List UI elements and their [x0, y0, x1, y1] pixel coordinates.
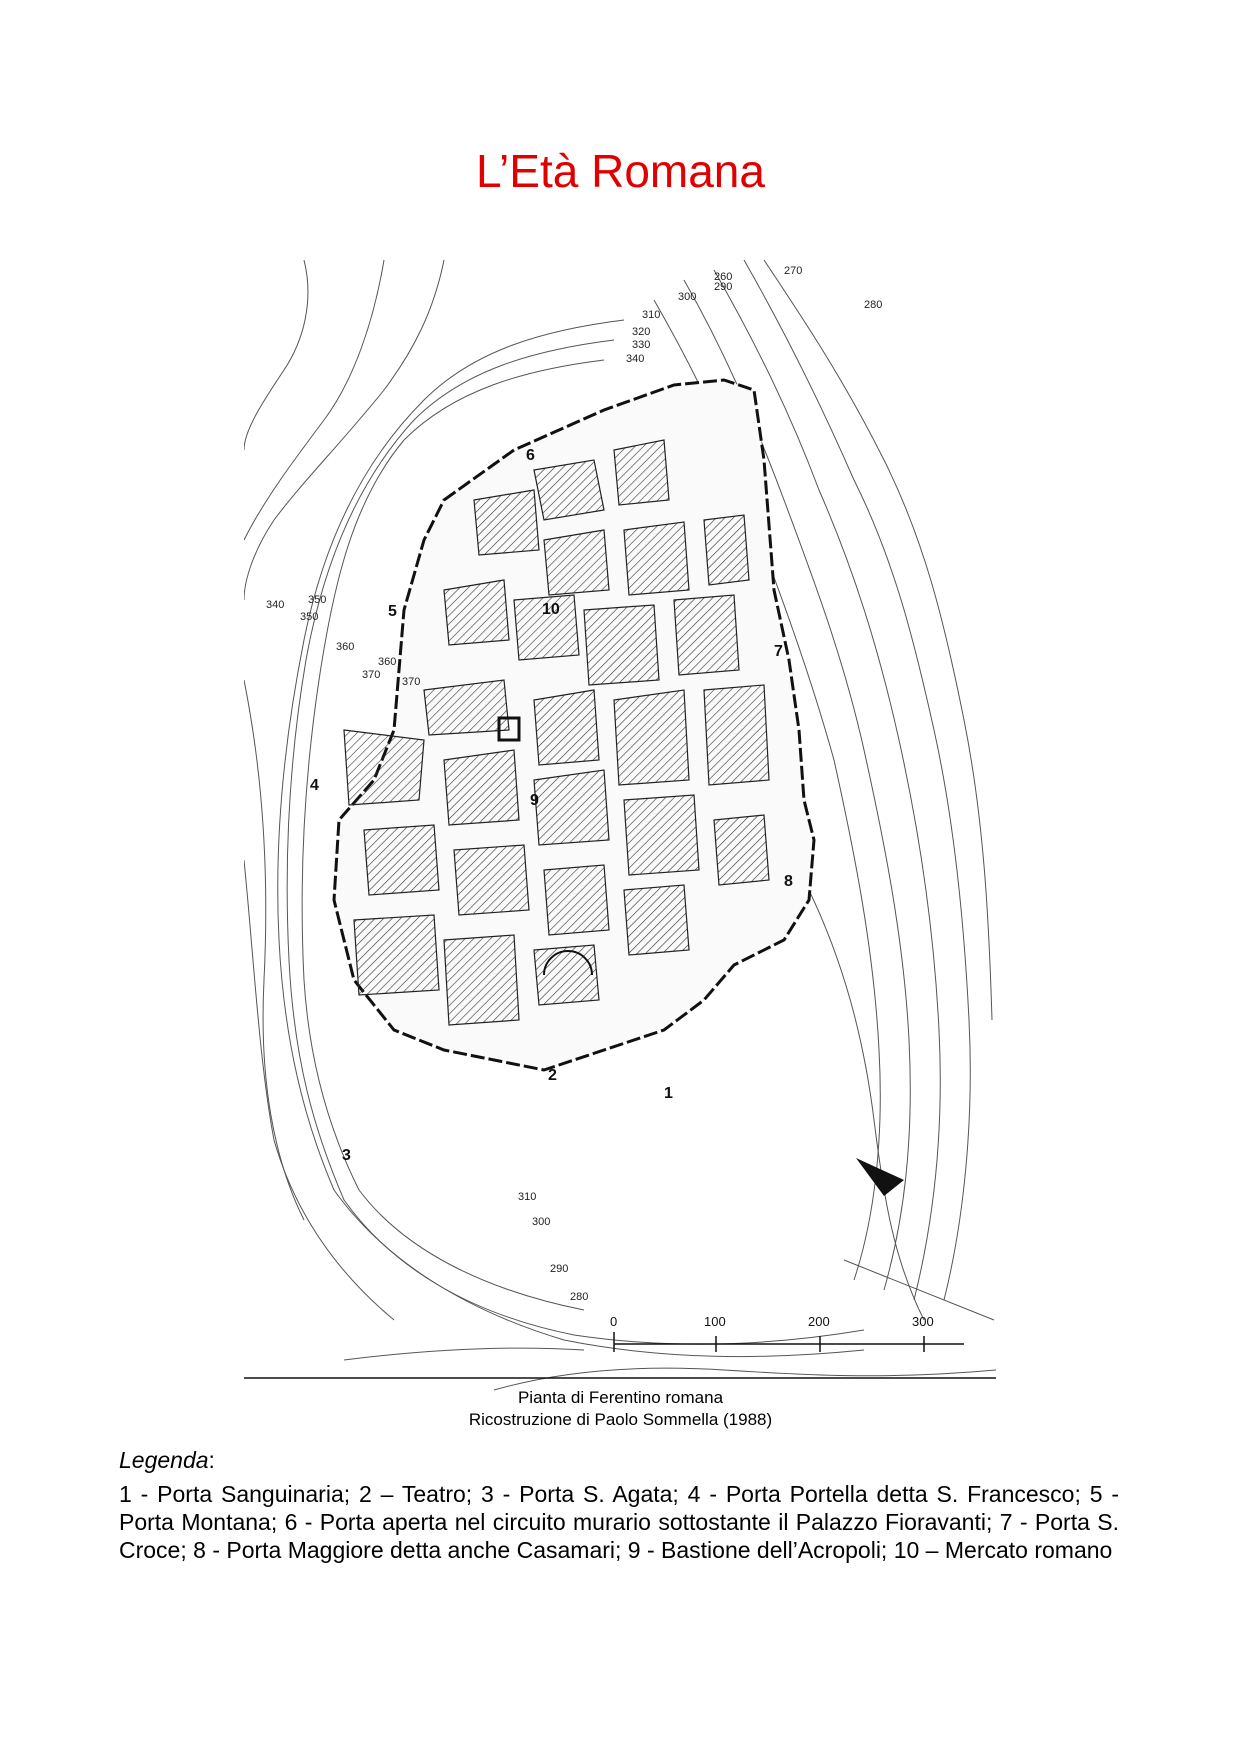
marker-label: 5: [388, 603, 397, 620]
contour-label: 310: [518, 1191, 537, 1203]
legend-heading: [119, 1446, 1119, 1474]
contour-label: 350: [300, 611, 319, 623]
contour-label: 340: [266, 599, 285, 611]
marker-label: 6: [526, 447, 535, 464]
ferentino-map: [244, 260, 996, 1392]
contour-label: 290: [714, 281, 733, 293]
figure-caption-line1: Pianta di Ferentino romana: [517, 1388, 724, 1407]
contour-label: 270: [784, 265, 803, 277]
marker-label: 3: [342, 1147, 351, 1164]
city-plan-figure: [244, 260, 996, 1392]
legend-title: Legenda: [119, 1447, 209, 1473]
legend-text: 1 - Porta Sanguinaria; 2 – Teatro; 3 - Porta S. Agata; 4 - Porta Portella detta S. Francesco; 5 - Porta Montana; 6 - Porta aperta nel circuito murario sottostante il Palazzo Fioravanti; 7 - Porta S. Croce; 8 - Porta Maggiore detta anche Casamari; 9 - Bastione dell’Acropoli; 10 – Mercato romano: [119, 1481, 1119, 1563]
marker-label: 10: [542, 601, 560, 618]
contour-label: 360: [378, 656, 397, 668]
marker-label: 8: [784, 873, 793, 890]
scale-label: 300: [912, 1314, 934, 1329]
legend: [119, 1446, 1119, 1564]
marker-label: 1: [664, 1085, 673, 1102]
figure-caption-line2: Ricostruzione di Paolo Sommella (1988): [468, 1410, 773, 1429]
scale-label: 0: [610, 1314, 618, 1329]
contour-label: 310: [642, 309, 661, 321]
contour-label: 320: [632, 326, 651, 338]
marker-label: 2: [548, 1067, 557, 1084]
contour-label: 340: [626, 353, 645, 365]
contour-label: 370: [362, 669, 381, 681]
legend-title-suffix: :: [208, 1447, 215, 1473]
marker-label: 7: [774, 643, 783, 660]
marker-label: 4: [310, 777, 319, 794]
contour-label: 280: [570, 1291, 589, 1303]
scale-label: 200: [808, 1314, 830, 1329]
contour-label: 280: [864, 299, 883, 311]
contour-label: 350: [308, 594, 327, 606]
contour-label: 300: [532, 1216, 551, 1228]
contour-label: 290: [550, 1263, 569, 1275]
contour-label: 260: [714, 271, 733, 283]
contour-label: 370: [402, 676, 421, 688]
contour-label: 360: [336, 641, 355, 653]
scale-bar: [610, 1314, 964, 1352]
scale-label: 100: [704, 1314, 726, 1329]
contour-label: 330: [632, 339, 651, 351]
marker-label: 9: [530, 792, 539, 809]
contour-label: 300: [678, 291, 697, 303]
page-title: L’Età Romana: [476, 145, 765, 197]
